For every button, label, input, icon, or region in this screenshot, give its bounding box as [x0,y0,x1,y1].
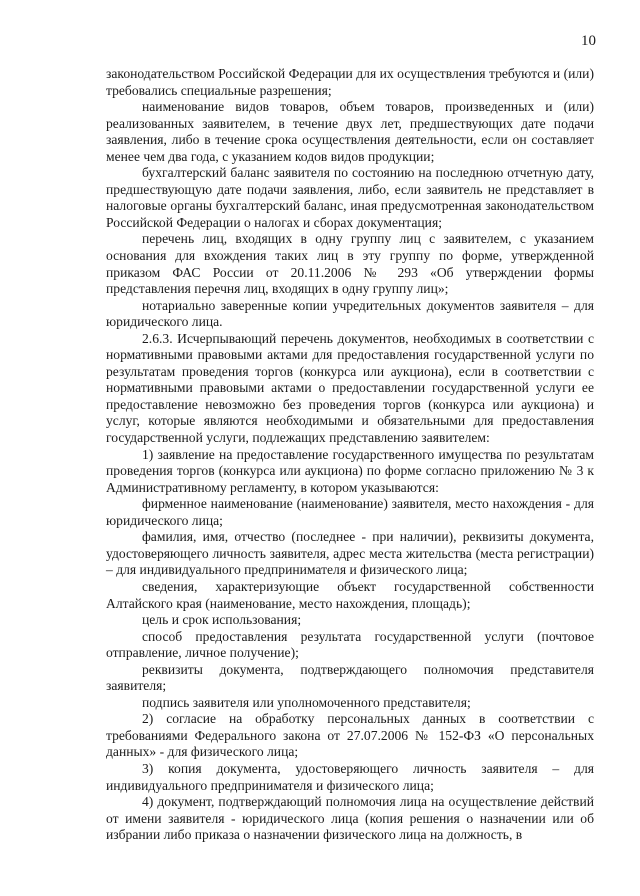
paragraph: перечень лиц, входящих в одну группу лиц с заявителем, с указанием основания для вхождения таких лиц в эту группу по форме, утвержденной приказом ФАС России от 20.11.2006 № 293 «Об утверждении формы представления перечня лиц, входящих в одну группу лиц»; [106,231,594,297]
paragraph: наименование видов товаров, объем товаров, произведенных и (или) реализованных заявителем, в течение двух лет, предшествующих дате подачи заявления, либо в течение срока осуществления деятельности, если он составляет менее чем два года, с указанием кодов видов продукции; [106,99,594,164]
paragraph: способ предоставления результата государственной услуги (почтовое отправление, личное получение); [106,628,594,661]
paragraph: сведения, характеризующие объект государственной собственности Алтайского края (наименование, место нахождения, площадь); [106,578,594,611]
paragraph: нотариально заверенные копии учредительных документов заявителя – для юридического лица. [106,297,594,330]
paragraph: подпись заявителя или уполномоченного представителя; [142,694,471,710]
paragraph: фамилия, имя, отчество (последнее - при наличии), реквизиты документа, удостоверяющего личность заявителя, адрес места жительства (места регистрации) – для индивидуального предпринимателя и физического лица; [106,529,594,578]
paragraph: цель и срок использования; [142,612,302,628]
paragraph: законодательством Российской Федерации для их осуществления требуются и (или) требовались специальные разрешения; [106,66,594,98]
paragraph: 3) копия документа, удостоверяющего личность заявителя – для индивидуального предпринимателя и физического лица; [106,760,594,793]
page-number: 10 [581,33,596,49]
paragraph: 1) заявление на предоставление государственного имущества по результатам проведения торгов (конкурса или аукциона) по форме согласно приложению № 3 к Административному регламенту, в котором указываются: [106,446,594,495]
paragraph: фирменное наименование (наименование) заявителя, место нахождения - для юридического лица; [106,496,594,528]
paragraph: 2.6.3. Исчерпывающий перечень документов, необходимых в соответствии с нормативными правовыми актами для предоставления государственной услуги по результатам проведения торгов (конкурса или аукциона), если в соответствии с нормативными правовыми актами о предоставлении государственной услуги ее предоставление невозможно без проведения торгов (конкурса или аукциона) и услуг, которые являются необходимыми и обязательными для предоставления государственной услуги, подлежащих представлению заявителем: [106,330,594,446]
paragraph: 2) согласие на обработку персональных данных в соответствии с требованиями Федерального закона от 27.07.2006 № 152-ФЗ «О персональных данных» - для физического лица; [106,711,594,760]
paragraph: 4) документ, подтверждающий полномочия лица на осуществление действий от имени заявителя - юридического лица (копия решения о назначении или об избрании либо приказа о назначении физического лица на должность, в [106,794,594,843]
paragraph: бухгалтерский баланс заявителя по состоянию на последнюю отчетную дату, предшествующую дате подачи заявления, либо, если заявитель не представляет в налоговые органы бухгалтерский баланс, иная предусмотренная законодательством Российской Федерации о налогах и сборах документация; [106,165,594,230]
document-body [106,66,594,844]
paragraph: реквизиты документа, подтверждающего полномочия представителя заявителя; [106,661,594,694]
